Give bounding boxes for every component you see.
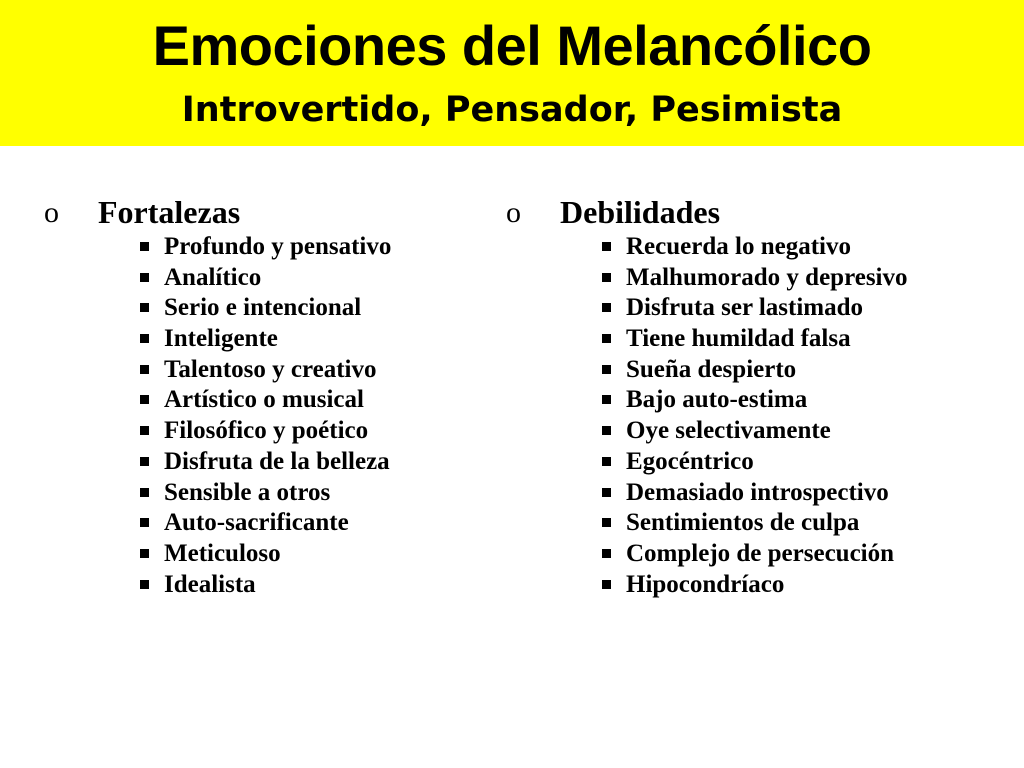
list-item-text: Sensible a otros [164, 478, 331, 506]
list-item-text: Oye selectivamente [626, 417, 831, 445]
square-bullet-icon [140, 457, 149, 466]
square-bullet-icon [602, 518, 611, 527]
list-item-text: Serio e intencional [164, 294, 362, 322]
list-item [506, 385, 908, 416]
list-item-text: Bajo auto-estima [626, 386, 808, 414]
list-item [506, 416, 908, 447]
square-bullet-icon [602, 488, 611, 497]
square-bullet-icon [602, 273, 611, 282]
list-item-text: Egocéntrico [626, 447, 754, 475]
list-item [44, 385, 391, 416]
list-item [506, 232, 908, 263]
list-item [44, 478, 391, 509]
weaknesses-list [506, 232, 908, 600]
square-bullet-icon [602, 242, 611, 251]
circle-outline-icon: o [44, 196, 59, 229]
square-bullet-icon [602, 334, 611, 343]
square-bullet-icon [602, 426, 611, 435]
square-bullet-icon [602, 303, 611, 312]
list-item-text: Recuerda lo negativo [626, 233, 851, 260]
strengths-column [44, 192, 391, 600]
list-item [44, 447, 391, 478]
square-bullet-icon [140, 580, 149, 589]
square-bullet-icon [140, 365, 149, 374]
square-bullet-icon [140, 303, 149, 312]
square-bullet-icon [140, 334, 149, 343]
list-item [44, 508, 391, 539]
square-bullet-icon [602, 580, 611, 589]
square-bullet-icon [140, 242, 149, 251]
list-item [44, 570, 391, 601]
list-item [506, 539, 908, 570]
title-band [0, 0, 1024, 146]
weaknesses-heading-row [506, 192, 908, 232]
square-bullet-icon [140, 426, 149, 435]
list-item-text: Profundo y pensativo [164, 233, 392, 260]
list-item [44, 416, 391, 447]
list-item-text: Demasiado introspectivo [626, 478, 889, 506]
list-item-text: Tiene humildad falsa [626, 325, 851, 353]
list-item [44, 324, 391, 355]
square-bullet-icon [140, 549, 149, 558]
list-item-text: Disfruta ser lastimado [626, 294, 864, 322]
list-item-text: Hipocondríaco [626, 570, 785, 598]
list-item [44, 263, 391, 294]
list-item [506, 508, 908, 539]
list-item [506, 447, 908, 478]
list-item [506, 478, 908, 509]
square-bullet-icon [140, 488, 149, 497]
list-item-text: Sueña despierto [626, 355, 797, 383]
list-item-text: Complejo de persecución [626, 539, 895, 567]
strengths-heading: Fortalezas [98, 194, 241, 230]
list-item [506, 570, 908, 601]
strengths-heading-row [44, 192, 391, 232]
square-bullet-icon [602, 549, 611, 558]
list-item-text: Talentoso y creativo [164, 355, 377, 383]
list-item-text: Malhumorado y depresivo [626, 263, 908, 291]
list-item-text: Artístico o musical [164, 386, 364, 414]
list-item [506, 355, 908, 386]
slide-title: Emociones del Melancólico [152, 14, 872, 77]
list-item-text: Analítico [164, 263, 262, 291]
list-item [506, 293, 908, 324]
list-item-text: Sentimientos de culpa [626, 509, 860, 537]
square-bullet-icon [602, 365, 611, 374]
square-bullet-icon [140, 273, 149, 282]
square-bullet-icon [140, 395, 149, 404]
square-bullet-icon [602, 457, 611, 466]
list-item [506, 324, 908, 355]
list-item [44, 232, 391, 263]
square-bullet-icon [140, 518, 149, 527]
list-item-text: Disfruta de la belleza [164, 447, 390, 475]
slide-subtitle: Introvertido, Pensador, Pesimista [181, 90, 843, 130]
list-item-text: Idealista [164, 570, 256, 598]
strengths-list [44, 232, 391, 600]
square-bullet-icon [602, 395, 611, 404]
list-item [506, 263, 908, 294]
list-item [44, 293, 391, 324]
circle-outline-icon: o [506, 196, 521, 229]
list-item-text: Filosófico y poético [164, 417, 369, 445]
weaknesses-heading: Debilidades [560, 194, 721, 230]
list-item [44, 355, 391, 386]
list-item-text: Auto-sacrificante [164, 509, 349, 537]
weaknesses-column [506, 192, 908, 600]
list-item [44, 539, 391, 570]
list-item-text: Inteligente [164, 325, 278, 353]
list-item-text: Meticuloso [164, 539, 281, 567]
